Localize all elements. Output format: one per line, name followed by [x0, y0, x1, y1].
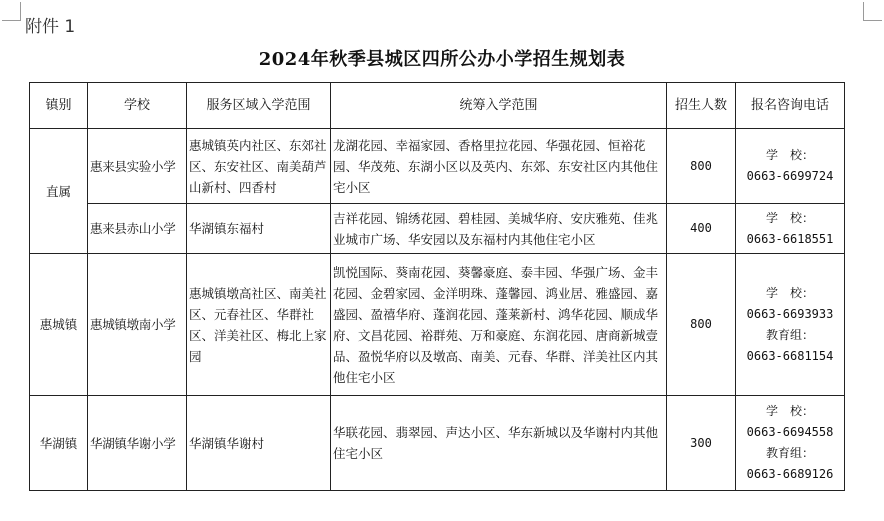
- enrollment-plan-table: [29, 82, 845, 491]
- header-phone: 报名咨询电话: [736, 83, 845, 129]
- service-area-cell: 惠城镇墩高社区、南美社区、元春社区、华群社区、洋美社区、梅北上家园: [187, 254, 331, 396]
- phone-number: 0663-6689126: [746, 467, 834, 481]
- page-corner-mark-right: [863, 2, 882, 21]
- town-cell: 直属: [30, 129, 88, 254]
- coordination-area-cell: 吉祥花园、锦绣花园、碧桂园、美城华府、安庆雅苑、佳兆业城市广场、华安园以及东福村内其他住宅小区: [331, 204, 667, 254]
- header-school: 学校: [88, 83, 187, 129]
- phone-number: 0663-6681154: [746, 348, 834, 363]
- attachment-label: 附件 1: [25, 17, 76, 37]
- service-area-cell: 华湖镇东福村: [187, 204, 331, 254]
- coordination-area-cell: 凯悦国际、葵南花园、葵馨豪庭、泰丰园、华强广场、金丰花园、金碧家园、金洋明珠、蓬馨园、鸿业居、雅盛园、嘉盛园、盈禧华府、蓬润花园、蓬莱新村、鸿华花园、顺成华府、文昌花园、裕群苑、万和豪庭、东润花园、唐商新城壹品、盈悦华府以及墩高、南美、元春、华群、洋美社区内其他住宅小区: [331, 254, 667, 396]
- school-cell: 华湖镇华谢小学: [88, 396, 187, 491]
- header-town: 镇别: [30, 83, 88, 129]
- phone-label: 教育组：: [765, 327, 814, 342]
- quota-cell: 400: [667, 204, 736, 254]
- table-row: [30, 204, 845, 254]
- quota-cell: 800: [667, 129, 736, 204]
- table-row: [30, 129, 845, 204]
- quota-cell: 300: [667, 396, 736, 491]
- town-cell: 惠城镇: [30, 254, 88, 396]
- page-corner-mark-left: [2, 2, 21, 21]
- service-area-cell: 华湖镇华谢村: [187, 396, 331, 491]
- table-row: [30, 254, 845, 396]
- phone-cell: [736, 129, 845, 204]
- header-service-area: 服务区域入学范围: [187, 83, 331, 129]
- town-cell: 华湖镇: [30, 396, 88, 491]
- school-cell: 惠来县实验小学: [88, 129, 187, 204]
- school-cell: 惠来县赤山小学: [88, 204, 187, 254]
- page-title: 2024年秋季县城区四所公办小学招生规划表: [258, 49, 626, 70]
- phone-label: 教育组：: [765, 446, 814, 460]
- quota-cell: 800: [667, 254, 736, 396]
- coordination-area-cell: 龙湖花园、幸福家园、香格里拉花园、华强花园、恒裕花园、华茂苑、东湖小区以及英内、东郊、东安社区内其他住宅小区: [331, 129, 667, 204]
- phone-label: 学 校：: [765, 148, 814, 162]
- phone-number: 0663-6699724: [746, 169, 834, 183]
- header-quota: 招生人数: [667, 83, 736, 129]
- school-cell: 惠城镇墩南小学: [88, 254, 187, 396]
- phone-number: 0663-6694558: [746, 425, 834, 439]
- phone-cell: [736, 254, 845, 396]
- phone-label: 学 校：: [765, 210, 814, 225]
- phone-cell: [736, 204, 845, 254]
- phone-number: 0663-6618551: [746, 231, 834, 246]
- service-area-cell: 惠城镇英内社区、东郊社区、东安社区、南美葫芦山新村、四香村: [187, 129, 331, 204]
- phone-label: 学 校：: [765, 285, 814, 300]
- phone-cell: [736, 396, 845, 491]
- header-coordination-area: 统筹入学范围: [331, 83, 667, 129]
- table-header-row: [30, 83, 845, 129]
- coordination-area-cell: 华联花园、翡翠园、声达小区、华东新城以及华谢村内其他住宅小区: [331, 396, 667, 491]
- phone-number: 0663-6693933: [746, 306, 834, 321]
- table-row: [30, 396, 845, 491]
- phone-label: 学 校：: [765, 404, 814, 418]
